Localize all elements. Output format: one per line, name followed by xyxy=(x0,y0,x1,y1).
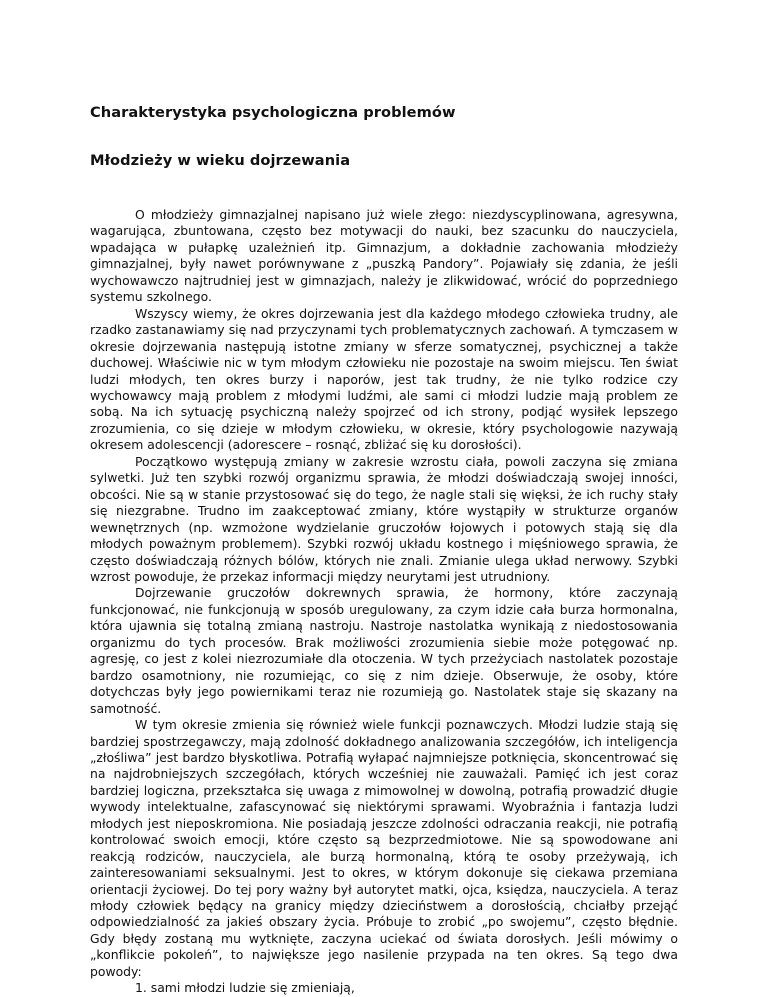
paragraph: Początkowo występują zmiany w zakresie wzrostu ciała, powoli zaczyna się zmiana sylwetki. Już ten szybki rozwój organizmu sprawia, że młodzi doświadczają swojej inności, obcości. Nie są w stanie przystosować się do tego, że nagle stali się więksi, że ich ruchy stały się niezgrabne. Trudno im zaakceptować zmiany, które wystąpiły w strukturze organów wewnętrznych (np. wzmożone wydzielanie gruczołów łojowych i potowych stają się dla młodych poważnym problemem). Szybki rozwój układu kostnego i mięśniowego sprawia, że często doświadczają różnych bólów, których nie znali. Zmianie ulega układ nerwowy. Szybki wzrost powoduje, że przekaz informacji między neurytami jest utrudniony. xyxy=(90,453,678,584)
paragraph: W tym okresie zmienia się również wiele funkcji poznawczych. Młodzi ludzie stają się bardziej spostrzegawczy, mają zdolność dokładnego analizowania szczegółów, ich inteligencja „złośliwa” jest bardzo błyskotliwa. Potrafią wyłapać najmniejsze potknięcia, skoncentrować się na najdrobniejszych szczegółach, których wcześniej nie zauważali. Pamięć ich jest coraz bardziej logiczna, przekształca się uwaga z mimowolnej w dowolną, potrafią prowadzić długie wywody intelektualne, zafascynować się niektórymi sprawami. Wyobraźnia i fantazja ludzi młodych jest nieposkromiona. Nie posiadają jeszcze zdolności odraczania reakcji, nie potrafią kontrolować swoich emocji, które często są bezprzedmiotowe. Nie są spowodowane ani reakcją rodziców, nauczyciela, ale burzą hormonalną, którą te osoby przeżywają, ich zainteresowaniami seksualnymi. Jest to okres, w którym dokonuje się ciekawa przemiana orientacji życiowej. Do tej pory ważny był autorytet matki, ojca, księdza, nauczyciela. A teraz młody człowiek będący na granicy między dzieciństwem a dorosłością, chciałby przejąć odpowiedzialność za jakieś obszary życia. Próbuje to zrobić „po swojemu”, często błędnie. Gdy błędy zostaną mu wytknięte, zaczyna uciekać od świata dorosłych. Jeśli mówimy o „konflikcie pokoleń”, to największe jego nasilenie przypada na ten okres. Są tego dwa powody: xyxy=(90,717,678,979)
paragraph: Wszyscy wiemy, że okres dojrzewania jest dla każdego młodego człowieka trudny, ale rzadko zastanawiamy się nad przyczynami tych problematycznych zachowań. A tymczasem w okresie dojrzewania następują istotne zmiany w sferze somatycznej, psychicznej a także duchowej. Właściwie nic w tym młodym człowieku nie pozostaje na swoim miejscu. Ten świat ludzi młodych, ten okres burzy i naporów, jest tak trudny, że nie tylko rodzice czy wychowawcy mają problem z młodymi ludźmi, ale sami ci młodzi ludzie mają problem ze sobą. Na ich sytuację psychiczną należy spojrzeć od ich strony, podjąć wysiłek lepszego zrozumienia, co się dzieje w młodym człowieku, w okresie, który psychologowie nazywają okresem adolescencji (adorescere – rosnąć, zbliżać się ku dorosłości). xyxy=(90,305,678,453)
document-title: Charakterystyka psychologiczna problemów xyxy=(90,104,456,121)
document-subtitle: Młodzieży w wieku dojrzewania xyxy=(90,152,351,169)
document-body xyxy=(90,207,678,997)
paragraph: O młodzieży gimnazjalnej napisano już wiele złego: niezdyscyplinowana, agresywna, wagarująca, zbuntowana, często bez motywacji do nauki, bez szacunku do nauczyciela, wpadająca w pułapkę uzależnień itp. Gimnazjum, a dokładnie zachowania młodzieży gimnazjalnej, były nawet porównywane z „puszką Pandory”. Pojawiały się zdania, że jeśli wychowawczo najtrudniej jest w gimnazjach, należy je zlikwidować, wrócić do poprzedniego systemu szkolnego. xyxy=(90,207,678,305)
list-item: 1. sami młodzi ludzie się zmieniają, xyxy=(135,980,355,996)
paragraph: Dojrzewanie gruczołów dokrewnych sprawia, że hormony, które zaczynają funkcjonować, nie funkcjonują w sposób uregulowany, za czym idzie cała burza hormonalna, która ujawnia się totalną zmianą nastroju. Nastroje nastolatka wynikają z niedostosowania organizmu do tych procesów. Brak możliwości zrozumienia siebie może potęgować np. agresję, co jest z kolei niezrozumiałe dla otoczenia. W tych przeżyciach nastolatek pozostaje bardzo osamotniony, nie rozumiejąc, co się z nim dzieje. Obserwuje, że osoby, które dotychczas były jego powiernikami teraz nie rozumieją go. Nastolatek staje się skazany na samotność. xyxy=(90,585,678,716)
